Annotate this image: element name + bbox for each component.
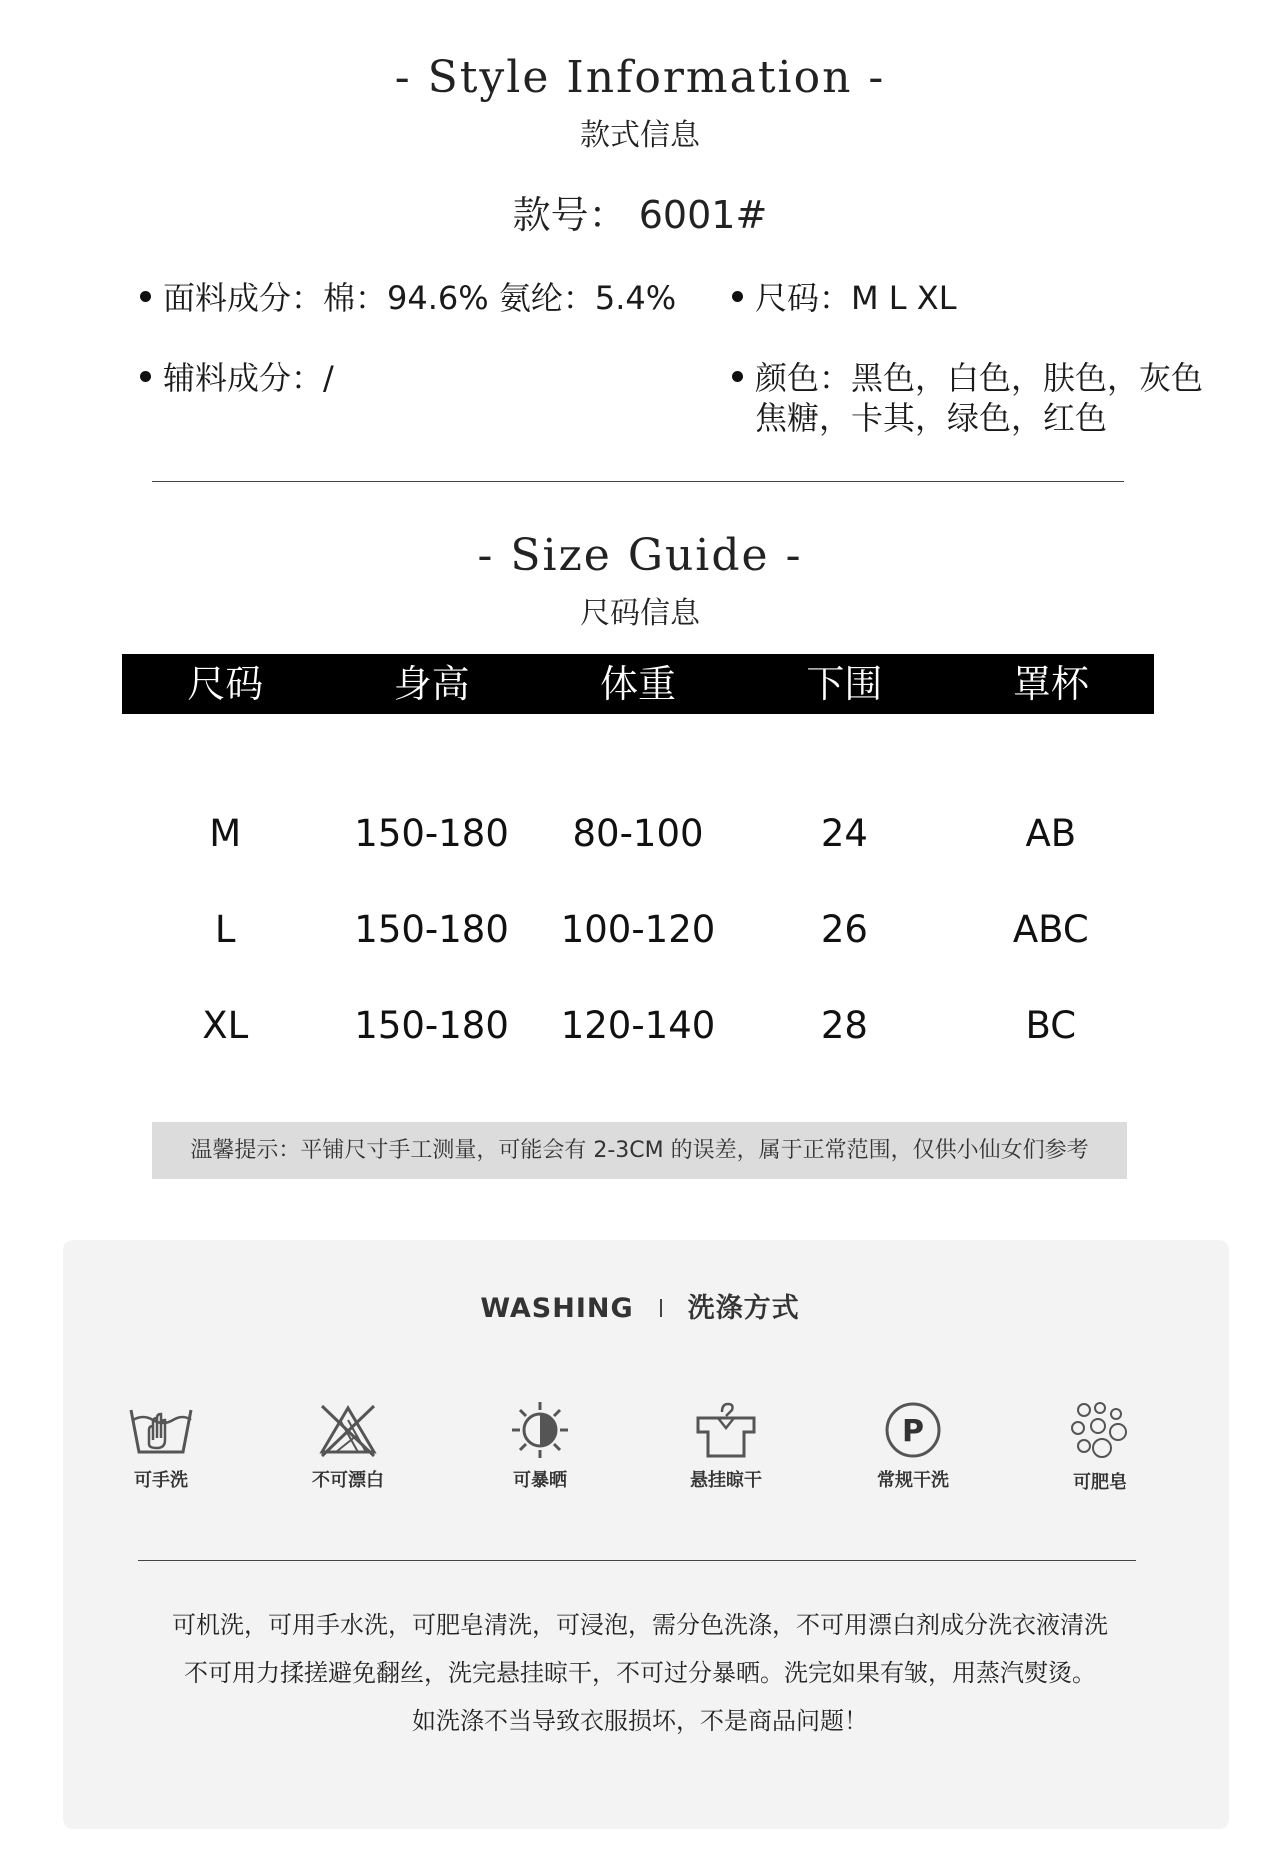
washing-title xyxy=(0,1286,1280,1325)
table-cell: 80-100 xyxy=(572,811,704,855)
table-cell: 150-180 xyxy=(354,907,509,951)
style-info-title: - Style Information - xyxy=(394,52,886,103)
washing-text-line-1: 可机洗，可用手水洗，可肥皂清洗，可浸泡，需分色洗涤，不可用漂白剂成分洗衣液清洗 xyxy=(172,1611,1108,1639)
style-info-subtitle: 款式信息 xyxy=(580,118,700,153)
care-item-hang-dry xyxy=(656,1400,796,1492)
table-cell: BC xyxy=(1025,1003,1077,1047)
sizes-text: 尺码：M L XL xyxy=(755,279,957,317)
care-item-dry-clean xyxy=(843,1400,983,1492)
measurement-tip: 温馨提示：平铺尺寸手工测量，可能会有 2-3CM 的误差，属于正常范围，仅供小仙女们参考 xyxy=(152,1122,1127,1179)
table-row xyxy=(122,881,1154,977)
style-number: 款号： 6001# xyxy=(512,193,768,237)
accessory-text: 辅料成分：/ xyxy=(163,359,334,397)
no-bleach-icon xyxy=(312,1400,384,1460)
washing-text-line-2: 不可用力揉搓避免翻丝，洗完悬挂晾干，不可过分暴晒。洗完如果有皱，用蒸汽熨烫。 xyxy=(184,1659,1096,1687)
care-label: 可肥皂 xyxy=(1073,1472,1127,1493)
fabric-text: 面料成分：棉：94.6% 氨纶：5.4% xyxy=(163,279,677,317)
care-label: 可暴晒 xyxy=(513,1470,567,1491)
color-spec xyxy=(732,358,1203,438)
care-item-soap xyxy=(1030,1400,1170,1494)
size-spec xyxy=(732,278,957,318)
table-cell: 28 xyxy=(820,1003,868,1047)
bullet xyxy=(732,371,743,382)
accessory-spec xyxy=(140,358,334,398)
dry-clean-letter: P xyxy=(902,1414,924,1449)
size-guide-title: - Size Guide - xyxy=(477,530,803,581)
table-cell: 100-120 xyxy=(560,907,716,951)
care-item-sun-dry xyxy=(470,1400,610,1492)
table-cell: 120-140 xyxy=(560,1003,716,1047)
size-guide-subtitle: 尺码信息 xyxy=(580,596,700,631)
table-cell: XL xyxy=(202,1003,249,1047)
title-separator xyxy=(660,1299,662,1317)
sun-dry-icon xyxy=(504,1400,576,1460)
table-cell: L xyxy=(214,907,236,951)
table-row xyxy=(122,977,1154,1073)
header-cup: 罩杯 xyxy=(1012,662,1089,706)
dry-clean-icon xyxy=(877,1400,949,1460)
washing-text-line-3: 如洗涤不当导致衣服损坏，不是商品问题！ xyxy=(412,1707,868,1735)
hand-wash-icon xyxy=(125,1400,197,1460)
table-cell: 26 xyxy=(820,907,868,951)
table-cell: M xyxy=(209,811,242,855)
washing-panel xyxy=(63,1240,1229,1829)
hang-dry-icon xyxy=(690,1400,762,1460)
table-cell: 150-180 xyxy=(354,1003,509,1047)
bullet xyxy=(140,291,151,302)
header-height: 身高 xyxy=(393,662,470,706)
soap-icon xyxy=(1064,1400,1136,1462)
section-divider xyxy=(152,481,1124,482)
size-table-header xyxy=(122,654,1154,714)
washing-title-cn: 洗涤方式 xyxy=(687,1293,800,1324)
header-size: 尺码 xyxy=(187,662,264,706)
care-label: 不可漂白 xyxy=(312,1470,384,1491)
washing-title-en: WASHING xyxy=(480,1293,634,1324)
bullet xyxy=(732,291,743,302)
table-cell: 150-180 xyxy=(354,811,509,855)
care-item-no-bleach xyxy=(278,1400,418,1492)
care-label: 常规干洗 xyxy=(877,1470,949,1491)
table-cell: 24 xyxy=(820,811,868,855)
header-weight: 体重 xyxy=(600,662,677,706)
colors-line-2: 焦糖，卡其，绿色，红色 xyxy=(755,399,1108,437)
care-item-hand-wash xyxy=(91,1400,231,1492)
care-label: 可手洗 xyxy=(134,1470,188,1491)
table-cell: AB xyxy=(1025,811,1077,855)
washing-divider xyxy=(138,1560,1136,1561)
table-row xyxy=(122,785,1154,881)
care-label: 悬挂晾干 xyxy=(690,1470,762,1491)
bullet xyxy=(140,371,151,382)
header-underbust: 下围 xyxy=(806,662,883,706)
colors-line-1: 颜色：黑色，白色，肤色，灰色 xyxy=(755,359,1204,397)
fabric-spec xyxy=(140,278,676,318)
size-table xyxy=(122,785,1154,1073)
table-cell: ABC xyxy=(1012,907,1089,951)
